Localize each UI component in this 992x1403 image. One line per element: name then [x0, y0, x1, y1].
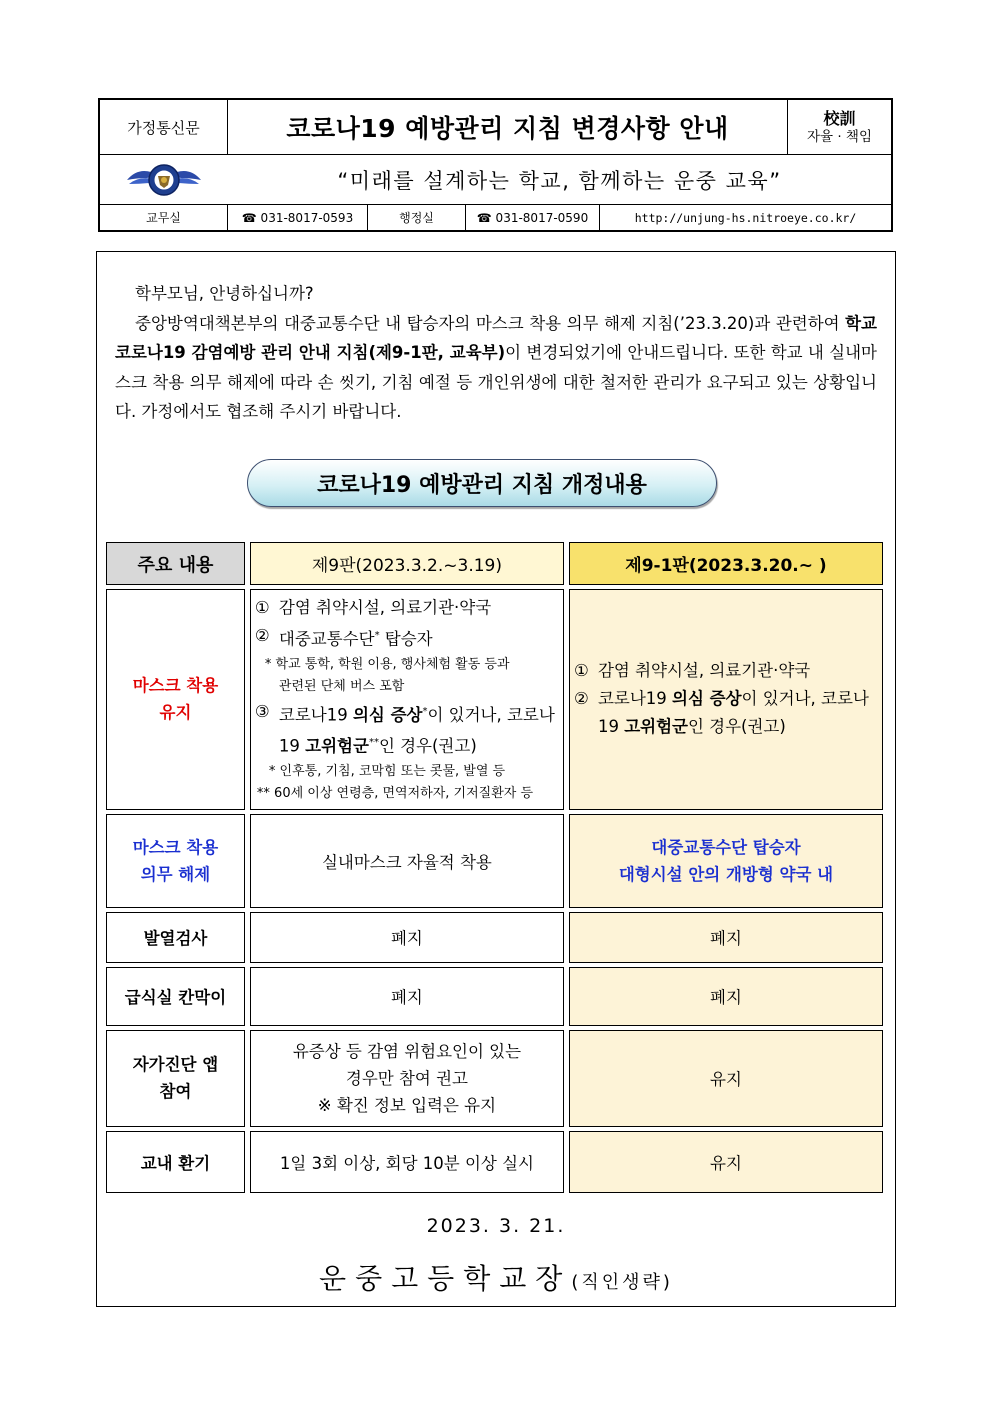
- school-motto: [788, 100, 891, 154]
- intro-paragraph-bold: 학교 코로나19 감염예방 관리 안내 지침(제9-1판, 교육부): [115, 313, 877, 362]
- header-title-row: [100, 100, 891, 155]
- school-website-link[interactable]: http://unjung-hs.nitroeye.co.kr/: [634, 210, 857, 225]
- table-row-mask-release: [106, 814, 883, 908]
- self-check-old: 유증상 등 감염 위험요인이 있는 경우만 참여 권고 ※ 확진 정보 입력은 유지: [250, 1030, 564, 1127]
- intro-text: [115, 279, 877, 427]
- ventilation-new: 유지: [569, 1131, 883, 1193]
- self-check-new: 유지: [569, 1030, 883, 1127]
- section-title: 코로나19 예방관리 지침 개정내용: [247, 459, 717, 507]
- school-slogan: “미래를 설계하는 학교, 함께하는 운중 교육”: [337, 168, 782, 193]
- partition-label: 급식실 칸막이: [106, 967, 245, 1026]
- mask-keep-new: ① 감염 취약시설, 의료기관·약국 ② 코로나19 의심 증상이 있거나, 코로나19 고위험군인 경우(권고): [569, 589, 883, 810]
- table-row-partition: [106, 967, 883, 1026]
- issue-date: 2023. 3. 21.: [426, 1215, 566, 1237]
- office1-phone: ☎ 031-8017-0593: [228, 205, 368, 230]
- table-row-fever-check: [106, 912, 883, 963]
- doc-type-label: 가정통신문: [100, 100, 228, 154]
- partition-old: 폐지: [250, 967, 564, 1026]
- header-contact-row: [100, 205, 891, 230]
- header-slogan-row: [100, 155, 891, 205]
- table-header-row: [106, 542, 883, 585]
- notice-body: [96, 251, 896, 1307]
- greeting: 학부모님, 안녕하십니까?: [135, 284, 314, 303]
- seal-note: (직인생략): [571, 1272, 673, 1293]
- self-check-label: 자가진단 앱 참여: [106, 1030, 245, 1127]
- header-old-cell: 제9판(2023.3.2.~3.19): [250, 542, 564, 585]
- mask-keep-old: ① 감염 취약시설, 의료기관·약국 ② 대중교통수단* 탑승자 * 학교 통학, 학원 이용, 행사체험 활동 등과 관련된 단체 버스 포함 ③ 코로나19 의심 증상*이 있거나, 코로나19 고위험군**인 경우(권고) * 인후통, 기침, 코막힘 또는 콧물, 발열 등 ** 60세 이상 연령층, 면역저하자, 기저질환자 등: [250, 589, 564, 810]
- signature-line: [97, 1257, 895, 1297]
- newsletter-header: [98, 98, 893, 232]
- mask-keep-label: 마스크 착용 유지: [106, 589, 245, 810]
- motto-label: 校訓: [823, 109, 856, 129]
- header-new-cell: 제9-1판(2023.3.20.~ ): [569, 542, 883, 585]
- doc-title: 코로나19 예방관리 지침 변경사항 안내: [228, 100, 788, 154]
- office2-label: 행정실: [368, 205, 466, 230]
- fever-check-old: 폐지: [250, 912, 564, 963]
- guideline-comparison-table: [106, 538, 883, 1197]
- fever-check-label: 발열검사: [106, 912, 245, 963]
- school-emblem-icon: [125, 162, 203, 198]
- office1-label: 교무실: [100, 205, 228, 230]
- mask-release-label: 마스크 착용 의무 해제: [106, 814, 245, 908]
- table-row-mask-keep: [106, 589, 883, 810]
- ventilation-old: 1일 3회 이상, 회당 10분 이상 실시: [250, 1131, 564, 1193]
- partition-new: 폐지: [569, 967, 883, 1026]
- table-row-ventilation: [106, 1131, 883, 1193]
- header-label-cell: 주요 내용: [106, 542, 245, 585]
- school-logo: [100, 155, 228, 204]
- motto-values: 자율 · 책임: [806, 128, 873, 145]
- principal-name: 운중고등학교장: [319, 1262, 572, 1295]
- table-row-self-check: [106, 1030, 883, 1127]
- fever-check-new: 폐지: [569, 912, 883, 963]
- office2-phone: ☎ 031-8017-0590: [466, 205, 600, 230]
- mask-release-new: 대중교통수단 탑승자 대형시설 안의 개방형 약국 내: [569, 814, 883, 908]
- intro-paragraph-part1: 중앙방역대책본부의 대중교통수단 내 탑승자의 마스크 착용 의무 해제 지침(’23.3.20)과 관련하여: [135, 313, 846, 333]
- intro-paragraph-part2: 이 변경되었기에 안내드립니다. 또한 학교 내 실내마스크 착용 의무 해제에 따라 손 씻기, 기침 예절 등 개인위생에 대한 철저한 관리가 요구되고 있는 상황입니다. 가정에서도 협조해 주시기 바랍니다.: [115, 343, 878, 421]
- mask-release-old: 실내마스크 자율적 착용: [250, 814, 564, 908]
- ventilation-label: 교내 환기: [106, 1131, 245, 1193]
